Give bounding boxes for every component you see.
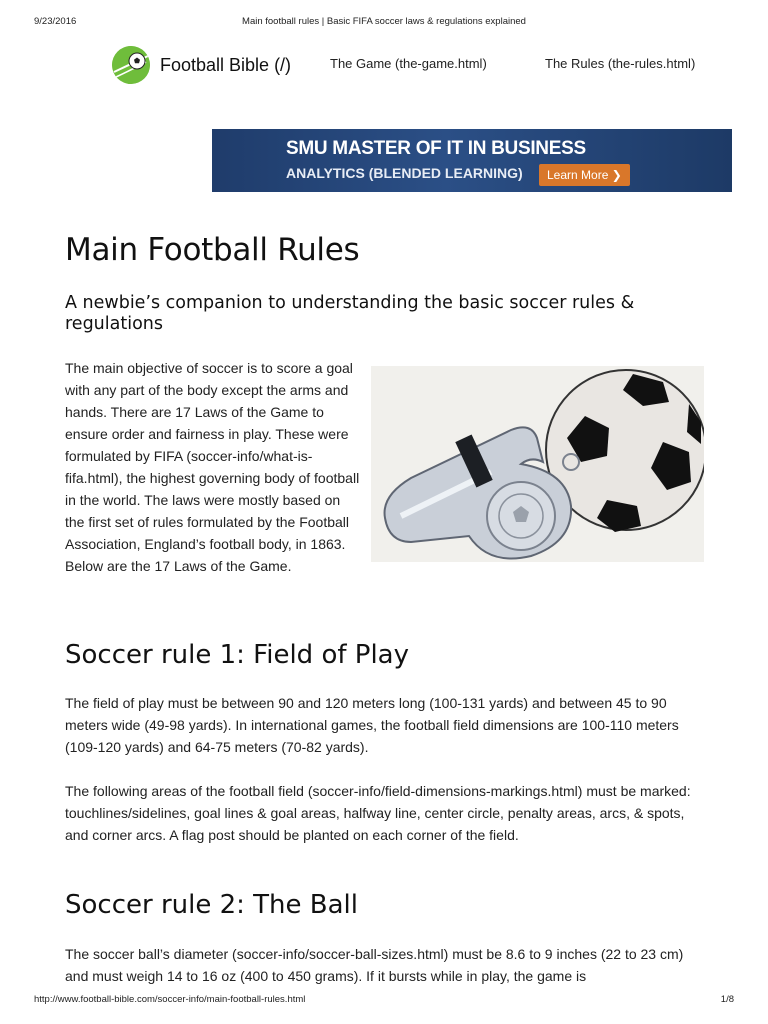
page-subtitle: A newbie’s companion to understanding the basic soccer rules & regulations (65, 293, 635, 334)
print-url: http://www.football-bible.com/soccer-info/main-football-rules.html (34, 994, 306, 1005)
intro-paragraph: The main objective of soccer is to score a goal with any part of the body except the arms and hands. There are 17 Laws of the Game to ensure order and fairness in play. These were formulated by FIFA (soccer-info/what-is-fifa.html), the highest governing body of football in the world. The laws were mostly based on the first set of rules formulated by the Football Association, England’s football body, in 1863. Below are the 17 Laws of the Game. (65, 360, 360, 574)
site-header (112, 44, 712, 84)
print-date: 9/23/2016 (34, 16, 77, 27)
page-title: Main Football Rules (65, 232, 360, 268)
site-logo-link[interactable] (112, 46, 291, 84)
section-heading-rule-2: Soccer rule 2: The Ball (65, 890, 359, 920)
site-logo-text: Football Bible (/) (160, 54, 292, 75)
print-header (0, 16, 768, 30)
section-heading-rule-1: Soccer rule 1: Field of Play (65, 640, 409, 670)
print-footer (0, 994, 768, 1008)
rule-1-paragraph-2: The following areas of the football field (soccer-info/field-dimensions-markings.html) must be marked: touchlines/sidelines, goal lines & goal areas, halfway line, center circle, penalty areas, arcs, & spots, and corner arcs. A flag post should be planted on each corner of the field. (65, 783, 691, 843)
whistle-and-soccer-ball-image (371, 366, 704, 562)
rule-1-paragraph-1: The field of play must be between 90 and 120 meters long (100-131 yards) and between 45 to 90 meters wide (49-98 yards). In international games, the football field dimensions are 100-110 meters (109-120 yards) and 64-75 meters (70-82 yards). (65, 695, 679, 755)
ad-subheadline: ANALYTICS (BLENDED LEARNING) (286, 165, 523, 181)
nav-link-the-game[interactable]: The Game (the-game.html) (330, 56, 487, 71)
ad-banner[interactable] (212, 129, 732, 192)
ad-headline: SMU MASTER OF IT IN BUSINESS (286, 138, 586, 159)
nav-link-the-rules[interactable]: The Rules (the-rules.html) (545, 56, 696, 71)
print-doc-title: Main football rules | Basic FIFA soccer laws & regulations explained (242, 16, 526, 27)
soccer-ball-icon (112, 46, 150, 84)
rule-2-paragraph-1: The soccer ball’s diameter (soccer-info/soccer-ball-sizes.html) must be 8.6 to 9 inches (22 to 23 cm) and must weigh 14 to 16 oz (400 to 450 grams). If it bursts while in play, the game is (65, 946, 684, 984)
ad-learn-more-button[interactable]: Learn More ❯ (539, 164, 630, 186)
print-page-number: 1/8 (720, 994, 734, 1005)
